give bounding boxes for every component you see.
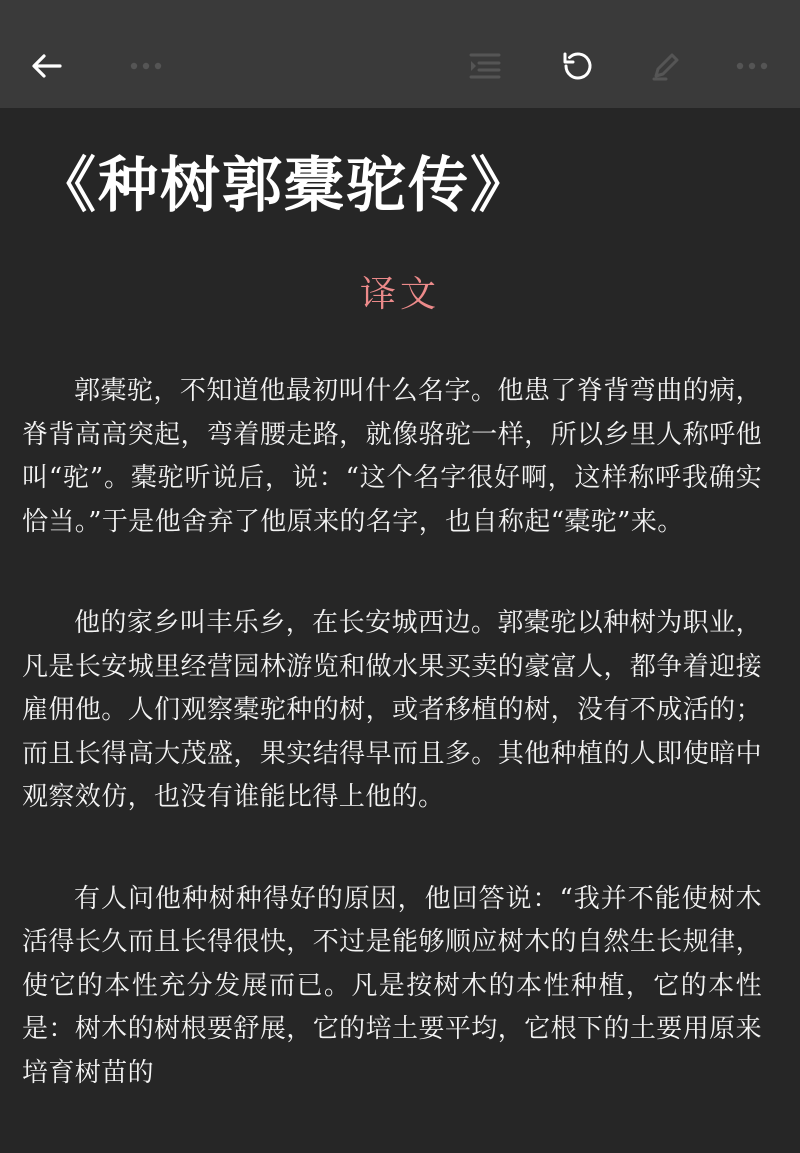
paragraph: 郭橐驼，不知道他最初叫什么名字。他患了脊背弯曲的病，脊背高高突起，弯着腰走路，就像骆驼一样，所以乡里人称呼他叫“驼”。橐驼听说后，说：“这个名字很好啊，这样称呼我确实恰当。”于是他舍弃了他原来的名字，也自称起“橐驼”来。: [22, 376, 762, 537]
back-button[interactable]: [18, 38, 74, 94]
paragraph: 他的家乡叫丰乐乡，在长安城西边。郭橐驼以种树为职业，凡是长安城里经营园林游览和做水果买卖的豪富人，都争着迎接雇佣他。人们观察橐驼种的树，或者移植的树，没有不成活的；而且长得高大茂盛，果实结得早而且多。其他种植的人即使暗中观察效仿，也没有谁能比得上他的。: [22, 608, 762, 812]
menu-button[interactable]: [724, 38, 780, 94]
list-outline-icon: [469, 52, 501, 80]
more-dots-icon: [130, 62, 162, 70]
section-heading: 译文: [359, 274, 440, 315]
undo-button[interactable]: [550, 38, 606, 94]
undo-icon: [561, 49, 595, 83]
arrow-left-icon: [30, 52, 62, 80]
pen-icon: [650, 50, 682, 82]
pen-button[interactable]: [638, 38, 694, 94]
more-button[interactable]: [118, 38, 174, 94]
document-title: 《种树郭橐驼传》: [36, 151, 532, 221]
document-body: [22, 370, 762, 1153]
more-dots-icon: [736, 62, 768, 70]
paragraph: 有人问他种树种得好的原因，他回答说：“我并不能使树木活得长久而且长得很快，不过是能够顺应树木的自然生长规律，使它的本性充分发展而已。凡是按树木的本性种植，它的本性是：树木的树根要舒展，它的培土要平均，它根下的土要用原来培育树苗的: [22, 883, 762, 1088]
outline-button[interactable]: [457, 38, 513, 94]
top-toolbar: [0, 0, 800, 108]
